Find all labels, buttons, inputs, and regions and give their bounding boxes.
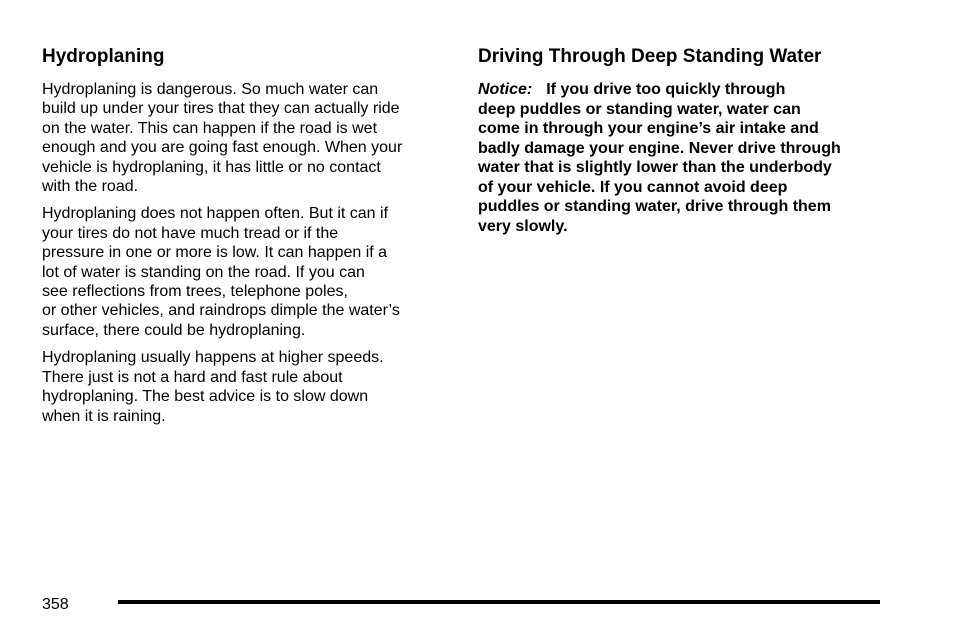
- text-line: [478, 80, 888, 100]
- text-line: come in through your engine’s air intake and: [478, 120, 819, 137]
- text-line: vehicle is hydroplaning, it has little or no contact: [42, 158, 381, 176]
- text-line: surface, there could be hydroplaning.: [42, 321, 306, 339]
- text-line: with the road.: [42, 178, 139, 196]
- text-line: on the water. This can happen if the road is wet: [42, 119, 378, 137]
- text-line: build up under your tires that they can actually ride: [42, 100, 400, 118]
- text-line: badly damage your engine. Never drive through: [478, 139, 841, 157]
- text-line: enough and you are going fast enough. When your: [42, 139, 403, 157]
- notice-text: If you drive too quickly through: [546, 81, 786, 98]
- text-line: puddles or standing water, drive through them: [478, 198, 831, 215]
- right-column: [478, 44, 888, 244]
- paragraph: [42, 348, 452, 426]
- left-column: [42, 44, 452, 434]
- text-line: Hydroplaning is dangerous. So much water can: [42, 81, 379, 98]
- notice-label: Notice:: [478, 81, 533, 98]
- text-line: Hydroplaning usually happens at higher speeds.: [42, 349, 384, 367]
- text-line: hydroplaning. The best advice is to slow down: [42, 388, 369, 406]
- text-line: lot of water is standing on the road. If you can: [42, 263, 365, 281]
- text-line: There just is not a hard and fast rule about: [42, 368, 343, 386]
- paragraph: [42, 80, 452, 196]
- section-heading-hydroplaning: Hydroplaning: [42, 46, 165, 67]
- text-line: or other vehicles, and raindrops dimple the water’s: [42, 302, 400, 320]
- paragraph: [42, 204, 452, 340]
- text-line: Hydroplaning does not happen often. But it can if: [42, 205, 389, 223]
- text-line: very slowly.: [478, 217, 568, 235]
- page-number: 358: [42, 596, 69, 613]
- text-line: your tires do not have much tread or if the: [42, 224, 339, 242]
- notice-block: [478, 80, 888, 236]
- text-line: deep puddles or standing water, water can: [478, 100, 801, 118]
- text-line: pressure in one or more is low. It can happen if a: [42, 244, 388, 262]
- text-line: water that is slightly lower than the underbody: [478, 159, 832, 176]
- footer-rule: [118, 600, 880, 604]
- text-line: see reflections from trees, telephone poles,: [42, 283, 348, 301]
- section-heading-deep-water: Driving Through Deep Standing Water: [478, 46, 822, 67]
- text-line: when it is raining.: [42, 407, 166, 425]
- text-line: of your vehicle. If you cannot avoid deep: [478, 178, 788, 196]
